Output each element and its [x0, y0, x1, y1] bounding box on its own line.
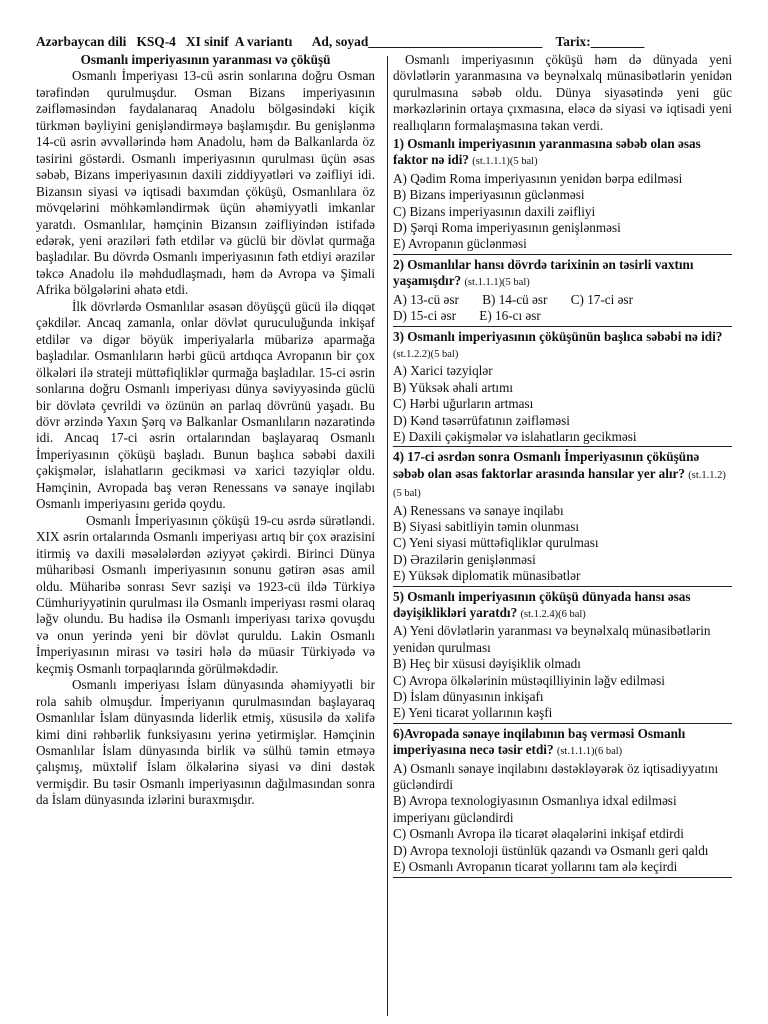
question-3 — [393, 329, 732, 448]
paragraph-3: Osmanlı İmperiyasının çöküşü 19-cu əsrdə sürətləndi. XIX əsrin ortalarında Osmanlı imperiyası artıq bir çox ərazisini itirmiş və daxili məsələlərdən əziyyət çəkirdi. Birinci Dünya müharibəsi Osmanlı imperiyasının sonunu gətirən əsas amil oldu. Müharibə sonrası Sevr sazişi və 1923-cü ildə Türkiyə Cümhuriyyətinin qurulması ilə Osmanlı imperiyası rəsmi olaraq ləğv olundu. Bu hadisə ilə Osmanlı imperiyası tarixə qovuşdu və onun yerində yeni bir dövlət quruldu. Lakin Osmanlı İmperiyasının mirası və təsiri hələ də müasir Türkiyədə və keçmiş Osmanlı torpaqlarında görülməkdədir. — [36, 512, 375, 676]
option-a[interactable]: A) Yeni dövlətlərin yaranması və beynəlxalq münasibətlərin yenidən qurulması — [393, 623, 711, 655]
option-c[interactable]: C) Avropa ölkələrinin müstəqilliyinin ləğv edilməsi — [393, 672, 665, 688]
question-points: (st.1.1.1)(5 bal) — [464, 277, 530, 289]
question-5 — [393, 589, 732, 724]
option-c[interactable]: C) Yeni siyasi müttəfiqliklər qurulması — [393, 535, 599, 551]
text-title: Osmanlı imperiyasının yaranması və çöküşü — [80, 52, 331, 67]
question-title: 6)Avropada sənaye inqilabının baş verməsi Osmanlı imperiyasına necə təsir etdi? — [393, 725, 686, 758]
option-c[interactable]: C) 17-ci əsr — [570, 291, 633, 307]
question-points: (st.1.1.2)(5 bal) — [393, 469, 726, 500]
option-d[interactable]: D) Şərqi Roma imperiyasının genişlənməsi — [393, 220, 621, 236]
grade-label: XI sinif — [185, 34, 229, 49]
variant-label: A variantı — [234, 34, 293, 49]
paragraph-2: İlk dövrlərdə Osmanlılar əsasən döyüşçü gücü ilə diqqət çəkdilər. Ancaq zamanla, onlar dövlət quruculuğunda inkişaf etdilər və digər böyük imperiyalarla mübarizə aparmağa başladılar. Osmanlıların hərbi gücü artdıqca Avropanın bir çox ölkələri ilə strateji müttəfiqliklər qurmağa başladılar. 15-ci əsrin sonlarına doğru Osmanlı imperiyası dünya səviyyəsində güclü bir dövlətə çevrildi və özünün ən parlaq dövrünü yaşadı. Bu dövr ərzində Yaxın Şərq və Balkanlar Osmanlıların nəzarətində idi. Ancaq 17-ci əsrin ortalarından başlayaraq Osmanlı İmperiyasının çöküşü başladı. Bunun başlıca səbəbi daxili çəkişmələr, islahatların gecikməsi və xarici təzyiqlər oldu. Həmçinin, Avropada baş verən Renessans və sənaye inqilabı Osmanlı imperiyasını geridə qoydu. — [36, 298, 375, 512]
option-a[interactable]: A) Renessans və sənaye inqilabı — [393, 502, 564, 518]
option-d[interactable]: D) Ərazilərin genişlənməsi — [393, 551, 536, 567]
option-d[interactable]: D) İslam dünyasının inkişafı — [393, 689, 544, 705]
option-d[interactable]: D) 15-ci əsr — [393, 308, 456, 324]
options-row — [393, 308, 732, 324]
option-e[interactable]: E) Daxili çəkişmələr və islahatların gecikməsi — [393, 428, 637, 444]
reading-text — [36, 52, 375, 809]
paragraph-1: Osmanlı İmperiyası 13-cü əsrin sonlarına doğru Osman tərəfindən qurulmuşdur. Osman Bizans imperiyasının zəifləməsindən faydalanaraq Anadolu bölgəsindəki kiçik türkmən bəyliyini genişləndirməyə başlamışdır. Bu genişlənmə 14-cü əsrin əvvəllərində həm Anadolu, həm də Balkanlarda öz təsirini göstərdi. Osmanlı imperiyasının qurulması üçün əsas səbəb, Bizans imperiyasının daxili ziddiyyətləri və zəifliyi idi. Bizansın siyasi və iqtisadi baxımdan çöküşü, Osmanlılara öz mövqelərini möhkəmləndirmək üçün əhəmiyyətli imkanlar yaratdı. Osmanlılar, həmçinin Bizansın zəifliyindən istifadə edərək, yeni əraziləri fəth etdilər və güclü bir dövlət qurmağa başladılar. Bu dövrdə Osmanlı imperiyasının fəth etdiyi ərazilər təkcə Anadolu ilə məhdudlaşmadı, həm də Avropa və Şimali Afrika bölgələrini əhatə etdi. — [36, 68, 375, 298]
option-e[interactable]: E) 16-cı əsr — [479, 308, 541, 324]
option-d[interactable]: D) Avropa texnoloji üstünlük qazandı və Osmanlı geri qaldı — [393, 842, 709, 858]
options-row — [393, 292, 732, 308]
questions-column — [393, 52, 732, 880]
option-b[interactable]: B) Yüksək əhali artımı — [393, 379, 514, 395]
paragraph-4: Osmanlı imperiyası İslam dünyasında əhəmiyyətli bir rola sahib olmuşdur. İmperiyanın qurulmasından başlayaraq Osmanlılar İslam dünyasında liderlik etmiş, xüsusilə də xəlifə kimi dini rəhbərlik funksiyasını yerinə yetirmişlər. Həmçinin Osmanlılar İslam dünyasında birlik və sülhü təmin etməyə çalışmış, müxtəlif İslam ölkələrinə siyasi və dini dəstək vermişdir. Bu təsir Osmanlı imperiyasının dağılmasından sonra da İslam dünyasında izlərini buraxmışdır. — [36, 677, 375, 808]
option-e[interactable]: E) Yeni ticarət yollarının kəşfi — [393, 705, 553, 721]
option-b[interactable]: B) Siyasi sabitliyin təmin olunması — [393, 518, 580, 534]
option-b[interactable]: B) Heç bir xüsusi dəyişiklik olmadı — [393, 656, 581, 672]
option-b[interactable]: B) Bizans imperiyasının güclənməsi — [393, 187, 585, 203]
option-a[interactable]: A) Xarici təzyiqlər — [393, 363, 493, 379]
column-divider — [387, 56, 388, 1016]
option-b[interactable]: B) Avropa texnologiyasının Osmanlıya idxal edilməsi imperiyanı gücləndirdi — [393, 793, 677, 825]
option-d[interactable]: D) Kənd təsərrüfatının zəifləməsi — [393, 412, 570, 428]
test-header — [36, 34, 736, 50]
question-points: (st.1.1.1)(6 bal) — [556, 746, 623, 758]
question-2 — [393, 257, 732, 327]
question-title: 5) Osmanlı imperiyasının çöküşü dünyada hansı əsas dəyişiklikləri yaratdı? — [393, 588, 691, 620]
test-code: KSQ-4 — [136, 34, 176, 49]
question-points: (st.1.2.4)(6 bal) — [520, 609, 586, 620]
question-title: 4) 17-ci əsrdən sonra Osmanlı İmperiyasının çöküşünə səbəb olan əsas faktorlar arasında hansılar yer alır? — [393, 449, 700, 481]
question-6 — [393, 726, 732, 878]
option-e[interactable]: E) Osmanlı Avropanın ticarət yollarını tam ələ keçirdi — [393, 859, 678, 875]
option-c[interactable]: C) Osmanlı Avropa ilə ticarət əlaqələrini inkişaf etdirdi — [393, 826, 684, 842]
question-points: (st.1.1.1)(5 bal) — [472, 156, 538, 168]
date-field: Tarix:________ — [555, 34, 645, 49]
option-c[interactable]: C) Bizans imperiyasının daxili zəifliyi — [393, 203, 596, 219]
question-title: 2) Osmanlılar hansı dövrdə tarixinin ən təsirli vaxtını yaşamışdır? — [393, 256, 694, 289]
question-points: (st.1.2.2)(5 bal) — [393, 348, 459, 360]
option-a[interactable]: A) 13-cü əsr — [393, 291, 459, 307]
paragraph-5: Osmanlı imperiyasının çöküşü həm də dünyada yeni dövlətlərin yaranmasına və beynəlxalq münasibətlərin yenidən qurulmasına səbəb oldu. Dünya siyasətində yeni güc mərkəzlərinin ortaya çıxmasına, eləcə də siyasi və iqtisadi yeni reallıqların formalaşmasına təkan verdi. — [393, 52, 732, 133]
option-a[interactable]: A) Qədim Roma imperiyasının yenidən bərpa edilməsi — [393, 170, 683, 186]
option-a[interactable]: A) Osmanlı sənaye inqilabını dəstəkləyərək öz iqtisadiyyatını gücləndirdi — [393, 760, 719, 793]
option-c[interactable]: C) Hərbi uğurların artması — [393, 396, 534, 412]
option-e[interactable]: E) Yüksək diplomatik münasibətlər — [393, 568, 581, 584]
name-field: Ad, soyad__________________________ — [311, 34, 543, 49]
question-title: 1) Osmanlı imperiyasının yaranmasına səbəb olan əsas faktor nə idi? — [393, 136, 701, 168]
question-title: 3) Osmanlı imperiyasının çöküşünün başlıca səbəbi nə idi? — [393, 328, 723, 344]
option-e[interactable]: E) Avropanın güclənməsi — [393, 236, 527, 252]
option-b[interactable]: B) 14-cü əsr — [482, 291, 548, 307]
question-4 — [393, 449, 732, 586]
subject-label: Azərbaycan dili — [36, 34, 127, 49]
question-1 — [393, 136, 732, 255]
